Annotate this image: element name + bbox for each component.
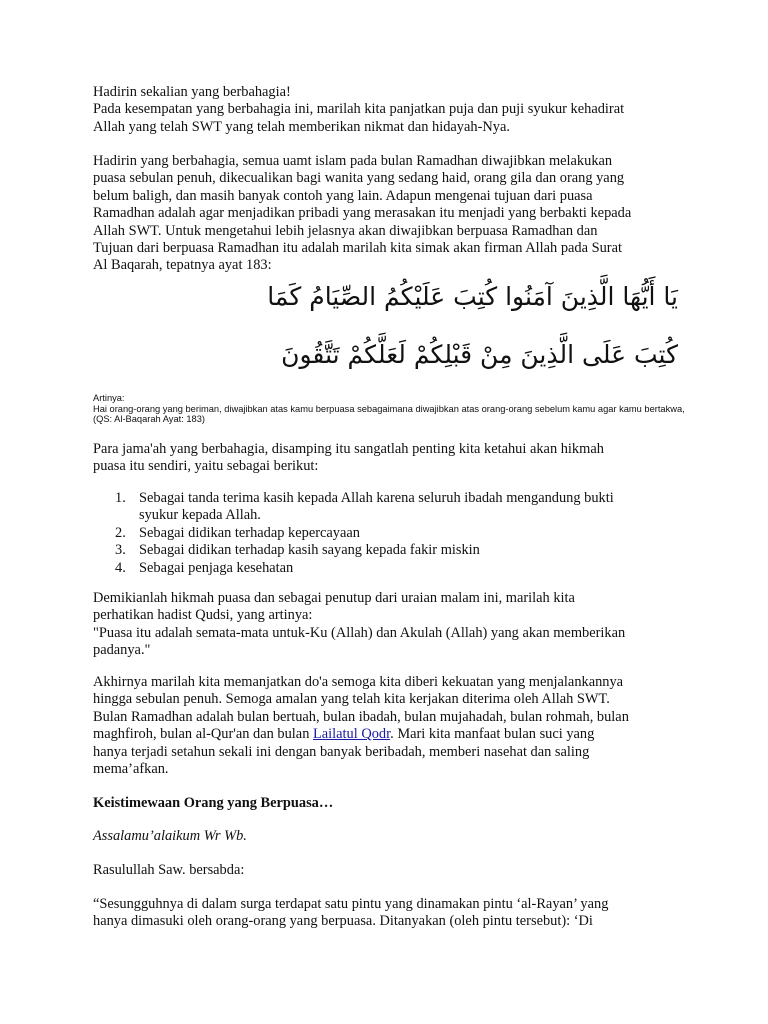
hikmah-list — [93, 490, 683, 577]
paragraph-line-part: . Mari kita manfaat bulan suci yang — [390, 726, 595, 743]
translation-source: (QS: Al-Baqarah Ayat: 183) — [93, 414, 205, 425]
section-heading: Keistimewaan Orang yang Berpuasa… — [93, 795, 334, 811]
paragraph-line: puasa sebulan penuh, dikecualikan bagi wanita yang sedang haid, orang gila dan orang yang — [93, 170, 625, 187]
paragraph-line: "Puasa itu adalah semata-mata untuk-Ku (Allah) dan Akulah (Allah) yang akan memberikan — [93, 624, 626, 641]
paragraph-line: Para jama'ah yang berbahagia, disamping itu sangatlah penting kita ketahui akan hikmah — [93, 441, 604, 457]
list-number: 2. — [115, 524, 126, 541]
paragraph-line: perhatikan hadist Qudsi, yang artinya: — [93, 607, 313, 624]
paragraph-line: puasa itu sendiri, yaitu sebagai berikut: — [93, 458, 319, 475]
list-item — [93, 490, 683, 525]
greeting-line: Hadirin sekalian yang berbahagia! — [93, 84, 291, 100]
quran-verse-line-1: يَا أَيُّهَا الَّذِينَ آمَنُوا كُتِبَ عَلَيْكُمُ الصِّيَامُ كَمَا — [267, 282, 678, 311]
paragraph-line: Al Baqarah, tepatnya ayat 183: — [93, 257, 272, 274]
list-item — [93, 542, 683, 559]
paragraph-line: Demikianlah hikmah puasa dan sebagai penutup dari uraian malam ini, marilah kita — [93, 590, 575, 606]
paragraph-line: Allah SWT. Untuk mengetahui lebih jelasnya akan diwajibkan berpuasa Ramadhan dan — [93, 222, 598, 239]
list-item — [93, 560, 683, 577]
paragraph-line: Ramadhan adalah agar menjadikan pribadi yang merasakan itu menjadi yang berbakti kepada — [93, 205, 632, 222]
paragraph-line: belum baligh, dan masih banyak contoh yang lain. Adapun mengenai tujuan dari puasa — [93, 187, 593, 204]
list-number: 1. — [115, 490, 126, 506]
intro-paragraph — [93, 84, 683, 136]
list-text: Sebagai tanda terima kasih kepada Allah karena seluruh ibadah mengandung bukti — [139, 490, 614, 506]
lailatul-qodr-link[interactable]: Lailatul Qodr — [312, 726, 391, 743]
list-item — [93, 525, 683, 542]
salam-line: Assalamu’alaikum Wr Wb. — [93, 828, 247, 844]
paragraph-line: Hadirin yang berbahagia, semua uamt islam pada bulan Ramadhan diwajibkan melakukan — [93, 153, 613, 169]
intro-line: Allah yang telah SWT yang telah memberikan nikmat dan hidayah-Nya. — [93, 118, 510, 135]
list-text: Sebagai didikan terhadap kasih sayang kepada fakir miskin — [139, 542, 480, 559]
paragraph-line: “Sesungguhnya di dalam surga terdapat satu pintu yang dinamakan pintu ‘al-Rayan’ yang — [93, 896, 609, 912]
paragraph-line: padanya." — [93, 642, 151, 659]
ramadhan-paragraph — [93, 153, 683, 275]
paragraph-line: hingga sebulan penuh. Semoga amalan yang telah kita kerjakan diterima oleh Allah SWT. — [93, 691, 610, 708]
paragraph-line: hanya terjadi setahun sekali ini dengan banyak beribadah, memberi nasehat dan saling — [93, 743, 590, 760]
list-number: 4. — [115, 559, 126, 576]
paragraph-line: Akhirnya marilah kita memanjatkan do'a semoga kita diberi kekuatan yang menjalankannya — [93, 674, 624, 690]
paragraph-line: Bulan Ramadhan adalah bulan bertuah, bulan ibadah, bulan mujahadah, bulan rohmah, bulan — [93, 708, 629, 725]
paragraph-line: hanya dimasuki oleh orang-orang yang berpuasa. Ditanyakan (oleh pintu tersebut): ‘Di — [93, 913, 593, 930]
quran-verse-line-2: كُتِبَ عَلَى الَّذِينَ مِنْ قَبْلِكُمْ لَعَلَّكُمْ تَتَّقُونَ — [281, 340, 678, 369]
closing-paragraph — [93, 590, 683, 660]
translation-block — [93, 393, 693, 425]
translation-text: Hai orang-orang yang beriman, diwajibkan atas kamu berpuasa sebagaimana diwajibkan atas orang-orang sebelum kamu agar kamu bertakwa, — [93, 403, 685, 414]
hikmah-paragraph — [93, 441, 683, 476]
paragraph-line-part: maghfiroh, bulan al-Qur'an dan bulan — [93, 726, 313, 743]
intro-line: Pada kesempatan yang berbahagia ini, marilah kita panjatkan puja dan puji syukur kehadirat — [93, 101, 625, 118]
list-text: Sebagai didikan terhadap kepercayaan — [139, 524, 360, 541]
list-text: syukur kepada Allah. — [139, 507, 261, 524]
rasul-line: Rasulullah Saw. bersabda: — [93, 862, 245, 878]
list-text: Sebagai penjaga kesehatan — [139, 559, 294, 576]
translation-label: Artinya: — [93, 393, 125, 403]
prayer-paragraph — [93, 674, 683, 778]
paragraph-line: mema’afkan. — [93, 761, 169, 778]
hadith-quote — [93, 896, 683, 931]
list-number: 3. — [115, 542, 126, 559]
paragraph-line: Tujuan dari berpuasa Ramadhan itu adalah marilah kita simak akan firman Allah pada Surat — [93, 240, 622, 257]
